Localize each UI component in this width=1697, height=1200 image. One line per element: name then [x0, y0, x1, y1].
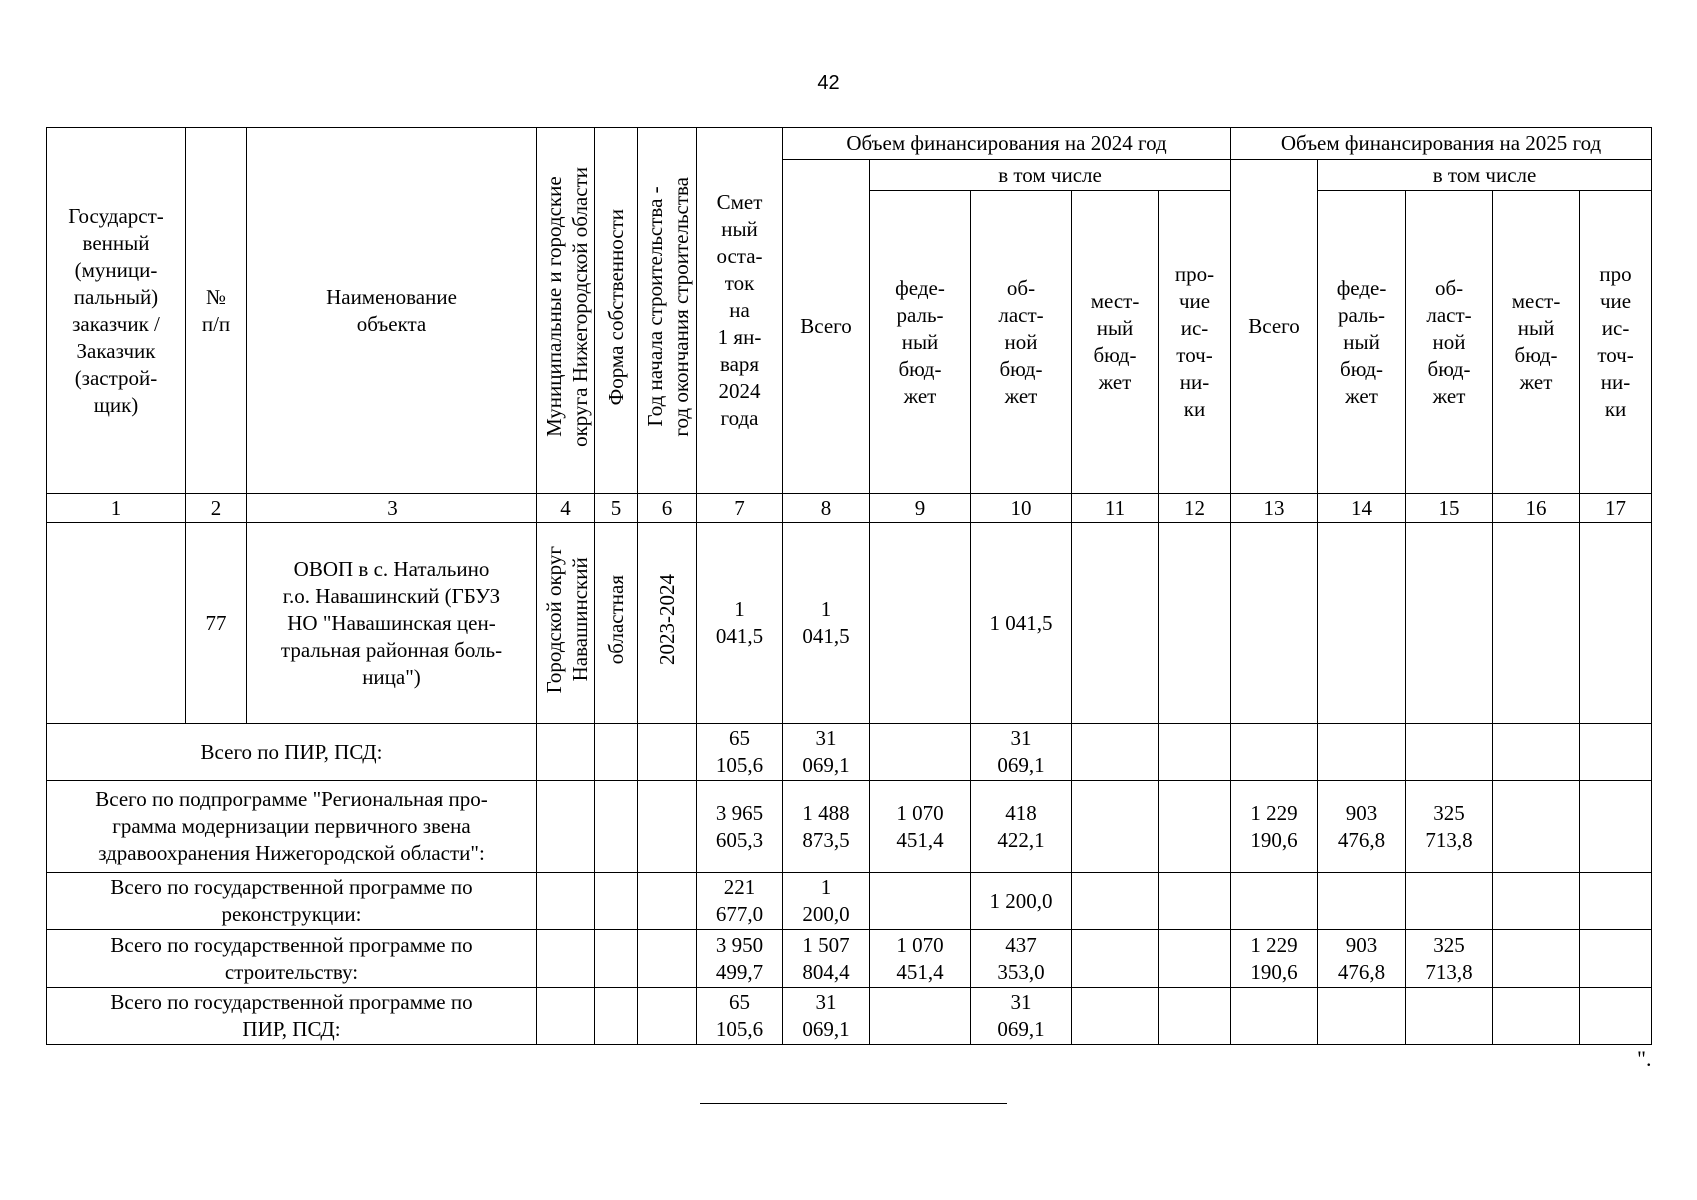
cell-local-2024 — [1072, 523, 1159, 724]
summary-label: Всего по подпрограмме "Региональная про- грамма модернизации первичного звена здравоохранения Нижегородской области": — [47, 781, 537, 873]
header-incl-2025: в том числе — [1318, 160, 1652, 191]
summary-regional-2024: 437 353,0 — [971, 930, 1072, 988]
col-number: 17 — [1580, 494, 1652, 523]
cell-federal-2025 — [1318, 523, 1406, 724]
summary-total-2024: 1 200,0 — [783, 873, 870, 930]
cell-years: 2023-2024 — [638, 523, 697, 724]
summary-row — [47, 724, 1652, 781]
summary-total-2024: 1 507 804,4 — [783, 930, 870, 988]
summary-federal-2025 — [1318, 873, 1406, 930]
col-number: 3 — [247, 494, 537, 523]
summary-total-2025: 1 229 190,6 — [1231, 930, 1318, 988]
col-number: 10 — [971, 494, 1072, 523]
summary-federal-2025 — [1318, 724, 1406, 781]
cell-customer — [47, 523, 186, 724]
summary-row — [47, 781, 1652, 873]
cell-local-2025 — [1493, 523, 1580, 724]
summary-regional-2024: 31 069,1 — [971, 724, 1072, 781]
header-other-2024: про- чие ис- точ- ни- ки — [1159, 191, 1231, 494]
summary-regional-2025: 325 713,8 — [1406, 781, 1493, 873]
summary-total-2024: 31 069,1 — [783, 724, 870, 781]
summary-federal-2024 — [870, 873, 971, 930]
summary-regional-2025 — [1406, 873, 1493, 930]
summary-label: Всего по государственной программе по ПИР, ПСД: — [47, 988, 537, 1045]
summary-label: Всего по ПИР, ПСД: — [47, 724, 537, 781]
cell-num: 77 — [186, 523, 247, 724]
summary-federal-2024 — [870, 724, 971, 781]
cell-other-2025 — [1580, 523, 1652, 724]
col-number: 14 — [1318, 494, 1406, 523]
header-balance: Смет ный оста- ток на 1 ян- варя 2024 года — [697, 128, 783, 494]
cell-object-name: ОВОП в с. Натальино г.о. Навашинский (ГБУЗ НО "Навашинская цен- тральная районная боль- ница") — [247, 523, 537, 724]
summary-row — [47, 873, 1652, 930]
header-regional-2024: об- ласт- ной бюд- жет — [971, 191, 1072, 494]
header-federal-2025: феде- раль- ный бюд- жет — [1318, 191, 1406, 494]
summary-regional-2024: 418 422,1 — [971, 781, 1072, 873]
footer-divider — [700, 1103, 1007, 1104]
summary-regional-2025: 325 713,8 — [1406, 930, 1493, 988]
summary-total-2024: 1 488 873,5 — [783, 781, 870, 873]
header-num: № п/п — [186, 128, 247, 494]
summary-label: Всего по государственной программе по строительству: — [47, 930, 537, 988]
summary-total-2025: 1 229 190,6 — [1231, 781, 1318, 873]
cell-regional-2024: 1 041,5 — [971, 523, 1072, 724]
summary-federal-2025 — [1318, 988, 1406, 1045]
col-number: 1 — [47, 494, 186, 523]
summary-federal-2024: 1 070 451,4 — [870, 781, 971, 873]
summary-balance: 65 105,6 — [697, 724, 783, 781]
header-fin-2025: Объем финансирования на 2025 год — [1231, 128, 1652, 160]
header-other-2025: про чие ис- точ- ни- ки — [1580, 191, 1652, 494]
header-federal-2024: феде- раль- ный бюд- жет — [870, 191, 971, 494]
header-municipality: Муниципальные и городские округа Нижегородской области — [537, 128, 595, 494]
header-total-2025: Всего — [1231, 160, 1318, 494]
header-ownership: Форма собственности — [595, 128, 638, 494]
table-row — [47, 523, 1652, 724]
col-number: 5 — [595, 494, 638, 523]
summary-balance: 3 950 499,7 — [697, 930, 783, 988]
col-number: 2 — [186, 494, 247, 523]
cell-regional-2025 — [1406, 523, 1493, 724]
cell-ownership: областная — [595, 523, 638, 724]
summary-balance: 3 965 605,3 — [697, 781, 783, 873]
cell-federal-2024 — [870, 523, 971, 724]
summary-total-2024: 31 069,1 — [783, 988, 870, 1045]
summary-total-2025 — [1231, 724, 1318, 781]
summary-row — [47, 930, 1652, 988]
col-number: 9 — [870, 494, 971, 523]
col-number: 12 — [1159, 494, 1231, 523]
summary-regional-2025 — [1406, 724, 1493, 781]
column-number-row — [47, 494, 1652, 523]
cell-balance: 1 041,5 — [697, 523, 783, 724]
summary-federal-2024 — [870, 988, 971, 1045]
header-fin-2024: Объем финансирования на 2024 год — [783, 128, 1231, 160]
summary-balance: 65 105,6 — [697, 988, 783, 1045]
col-number: 11 — [1072, 494, 1159, 523]
col-number: 6 — [638, 494, 697, 523]
cell-other-2024 — [1159, 523, 1231, 724]
summary-regional-2025 — [1406, 988, 1493, 1045]
summary-federal-2025: 903 476,8 — [1318, 930, 1406, 988]
cell-municipality: Городской округ Навашинский — [537, 523, 595, 724]
col-number: 4 — [537, 494, 595, 523]
summary-federal-2025: 903 476,8 — [1318, 781, 1406, 873]
header-regional-2025: об- ласт- ной бюд- жет — [1406, 191, 1493, 494]
summary-total-2025 — [1231, 988, 1318, 1045]
financing-table — [46, 127, 1652, 1045]
summary-total-2025 — [1231, 873, 1318, 930]
cell-total-2024: 1 041,5 — [783, 523, 870, 724]
col-number: 13 — [1231, 494, 1318, 523]
header-object-name: Наименование объекта — [247, 128, 537, 494]
header-customer: Государст- венный (муници- пальный) заказчик / Заказчик (застрой- щик) — [47, 128, 186, 494]
col-number: 15 — [1406, 494, 1493, 523]
summary-regional-2024: 31 069,1 — [971, 988, 1072, 1045]
col-number: 16 — [1493, 494, 1580, 523]
header-local-2025: мест- ный бюд- жет — [1493, 191, 1580, 494]
summary-federal-2024: 1 070 451,4 — [870, 930, 971, 988]
page-number: 42 — [817, 72, 840, 94]
header-local-2024: мест- ный бюд- жет — [1072, 191, 1159, 494]
cell-total-2025 — [1231, 523, 1318, 724]
summary-row — [47, 988, 1652, 1045]
col-number: 8 — [783, 494, 870, 523]
summary-label: Всего по государственной программе по реконструкции: — [47, 873, 537, 930]
header-years: Год начала строительства - год окончания строительства — [638, 128, 697, 494]
closing-quote-mark: ". — [1637, 1046, 1652, 1071]
header-incl-2024: в том числе — [870, 160, 1231, 191]
col-number: 7 — [697, 494, 783, 523]
summary-regional-2024: 1 200,0 — [971, 873, 1072, 930]
header-total-2024: Всего — [783, 160, 870, 494]
summary-balance: 221 677,0 — [697, 873, 783, 930]
